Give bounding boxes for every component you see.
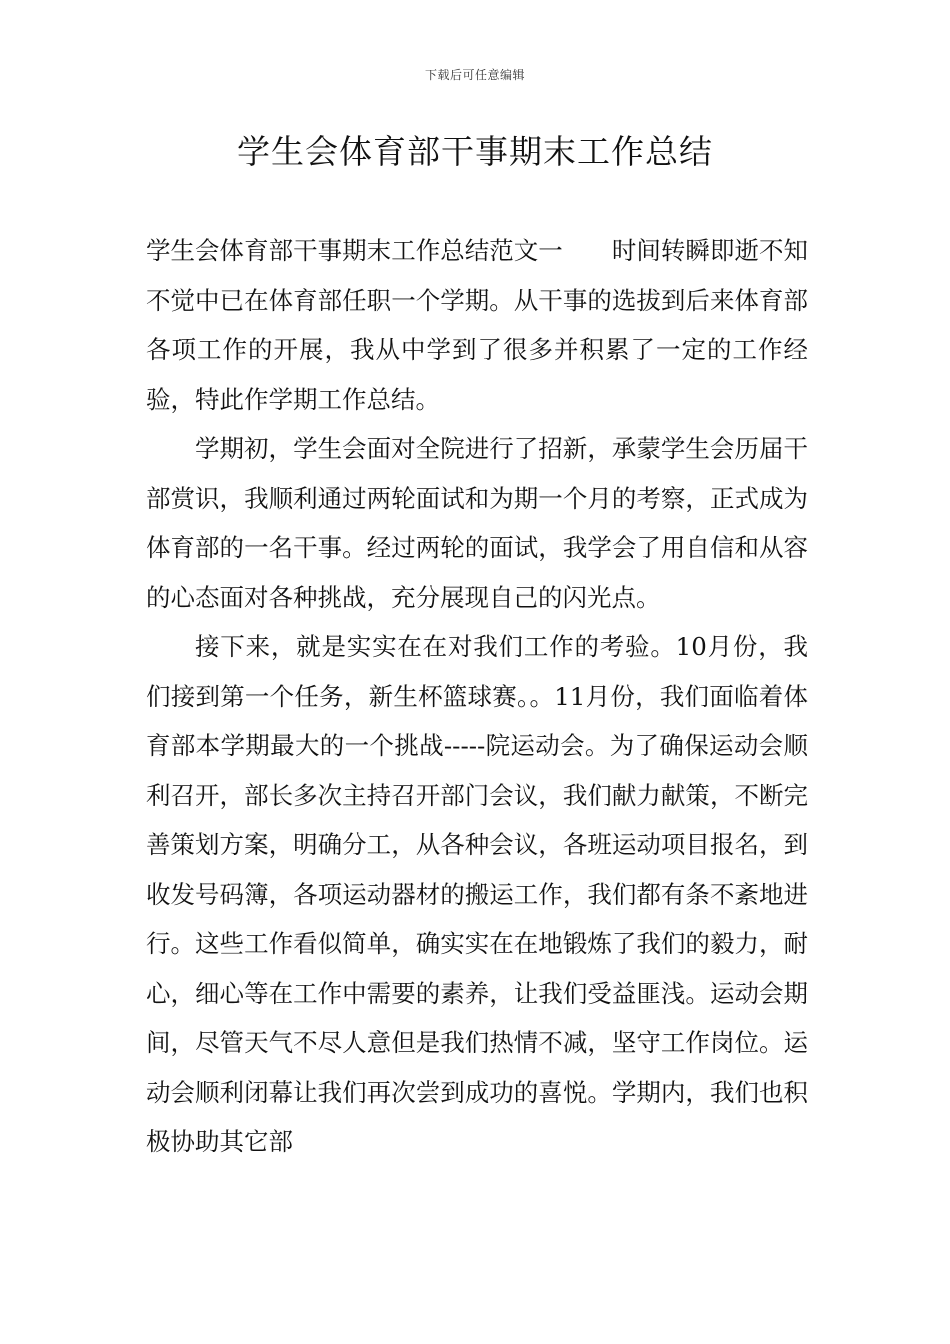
document-body — [146, 226, 808, 1167]
paragraph-intro: 学生会体育部干事期末工作总结范文一 时间转瞬即逝不知不觉中已在体育部任职一个学期。从干事的选拔到后来体育部各项工作的开展，我从中学到了很多并积累了一定的工作经验，特此作学期工作总结。 — [146, 236, 808, 414]
paragraph-work-experience: 接下来，就是实实在在对我们工作的考验。10月份，我们接到第一个任务，新生杯篮球赛。。11月份，我们面临着体育部本学期最大的一个挑战-----院运动会。为了确保运动会顺利召开，部长多次主持召开部门会议，我们献力献策，不断完善策划方案，明确分工，从各种会议，各班运动项目报名，到收发号码簿，各项运动器材的搬运工作，我们都有条不紊地进行。这些工作看似简单，确实实在在地锻炼了我们的毅力，耐心，细心等在工作中需要的素养，让我们受益匪浅。运动会期间，尽管天气不尽人意但是我们热情不减，坚守工作岗位。运动会顺利闭幕让我们再次尝到成功的喜悦。学期内，我们也积极协助其它部 — [146, 632, 808, 1156]
document-title: 学生会体育部干事期末工作总结 — [237, 132, 713, 171]
header-note: 下载后可任意编辑 — [424, 68, 525, 82]
paragraph-recruitment: 学期初，学生会面对全院进行了招新，承蒙学生会历届干部赏识，我顺利通过两轮面试和为期一个月的考察，正式成为体育部的一名干事。经过两轮的面试，我学会了用自信和从容的心态面对各种挑战，充分展现自己的闪光点。 — [146, 434, 808, 612]
